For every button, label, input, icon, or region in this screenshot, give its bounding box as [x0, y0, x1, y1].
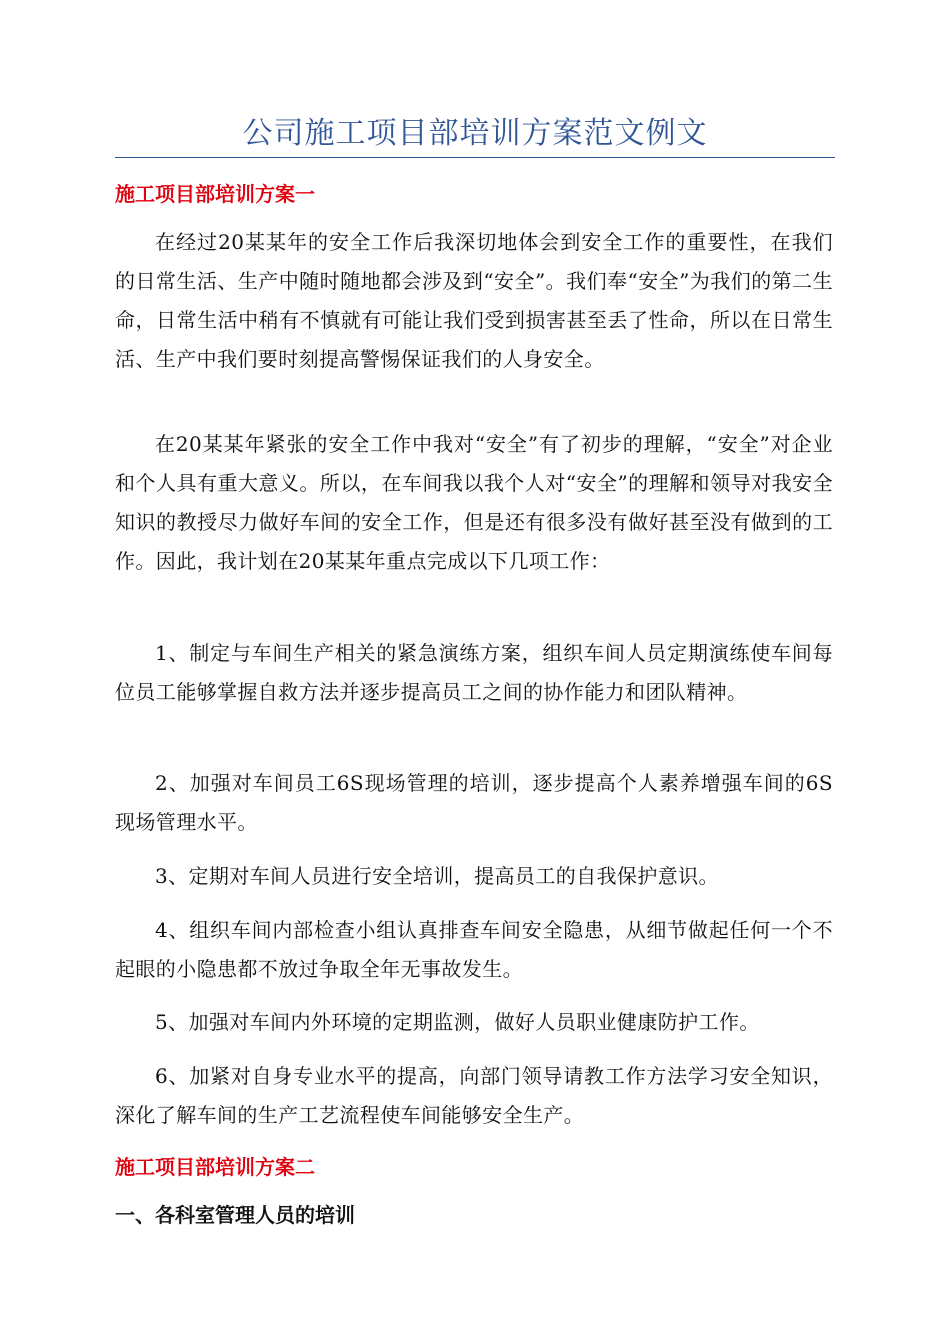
list-item-6: 6、加紧对自身专业水平的提高，向部门领导请教工作方法学习安全知识，深化了解车间的生产工艺流程使车间能够安全生产。: [115, 1064, 833, 1127]
paragraph-2: 在20某某年紧张的安全工作中我对“安全”有了初步的理解，“安全”对企业和个人具有重大意义。所以，在车间我以我个人对“安全”的理解和领导对我安全知识的教授尽力做好车间的安全工作，但是还有很多没有做好甚至没有做到的工作。因此，我计划在20某某年重点完成以下几项工作：: [115, 432, 833, 573]
list-item-3: 3、定期对车间人员进行安全培训，提高员工的自我保护意识。: [155, 864, 719, 888]
section-heading-2: 施工项目部培训方案二: [115, 1155, 315, 1179]
list-item-2: 2、加强对车间员工6S现场管理的培训，逐步提高个人素养增强车间的6S现场管理水平。: [115, 771, 833, 834]
list-item-1: 1、制定与车间生产相关的紧急演练方案，组织车间人员定期演练使车间每位员工能够掌握自救方法并逐步提高员工之间的协作能力和团队精神。: [115, 641, 833, 704]
paragraph-1: 在经过20某某年的安全工作后我深切地体会到安全工作的重要性，在我们的日常生活、生产中随时随地都会涉及到“安全”。我们奉“安全”为我们的第二生命，日常生活中稍有不慎就有可能让我们受到损害甚至丢了性命，所以在日常生活、生产中我们要时刻提高警惕保证我们的人身安全。: [115, 230, 833, 371]
document-title: 公司施工项目部培训方案范文例文: [242, 116, 708, 151]
list-item-5: 5、加强对车间内外环境的定期监测，做好人员职业健康防护工作。: [155, 1010, 760, 1034]
list-item-4: 4、组织车间内部检查小组认真排查车间安全隐患，从细节做起任何一个不起眼的小隐患都不放过争取全年无事故发生。: [115, 918, 833, 981]
section-heading-1: 施工项目部培训方案一: [115, 182, 315, 206]
subsection-heading: 一、各科室管理人员的培训: [115, 1203, 355, 1227]
title-underline: [115, 157, 835, 158]
